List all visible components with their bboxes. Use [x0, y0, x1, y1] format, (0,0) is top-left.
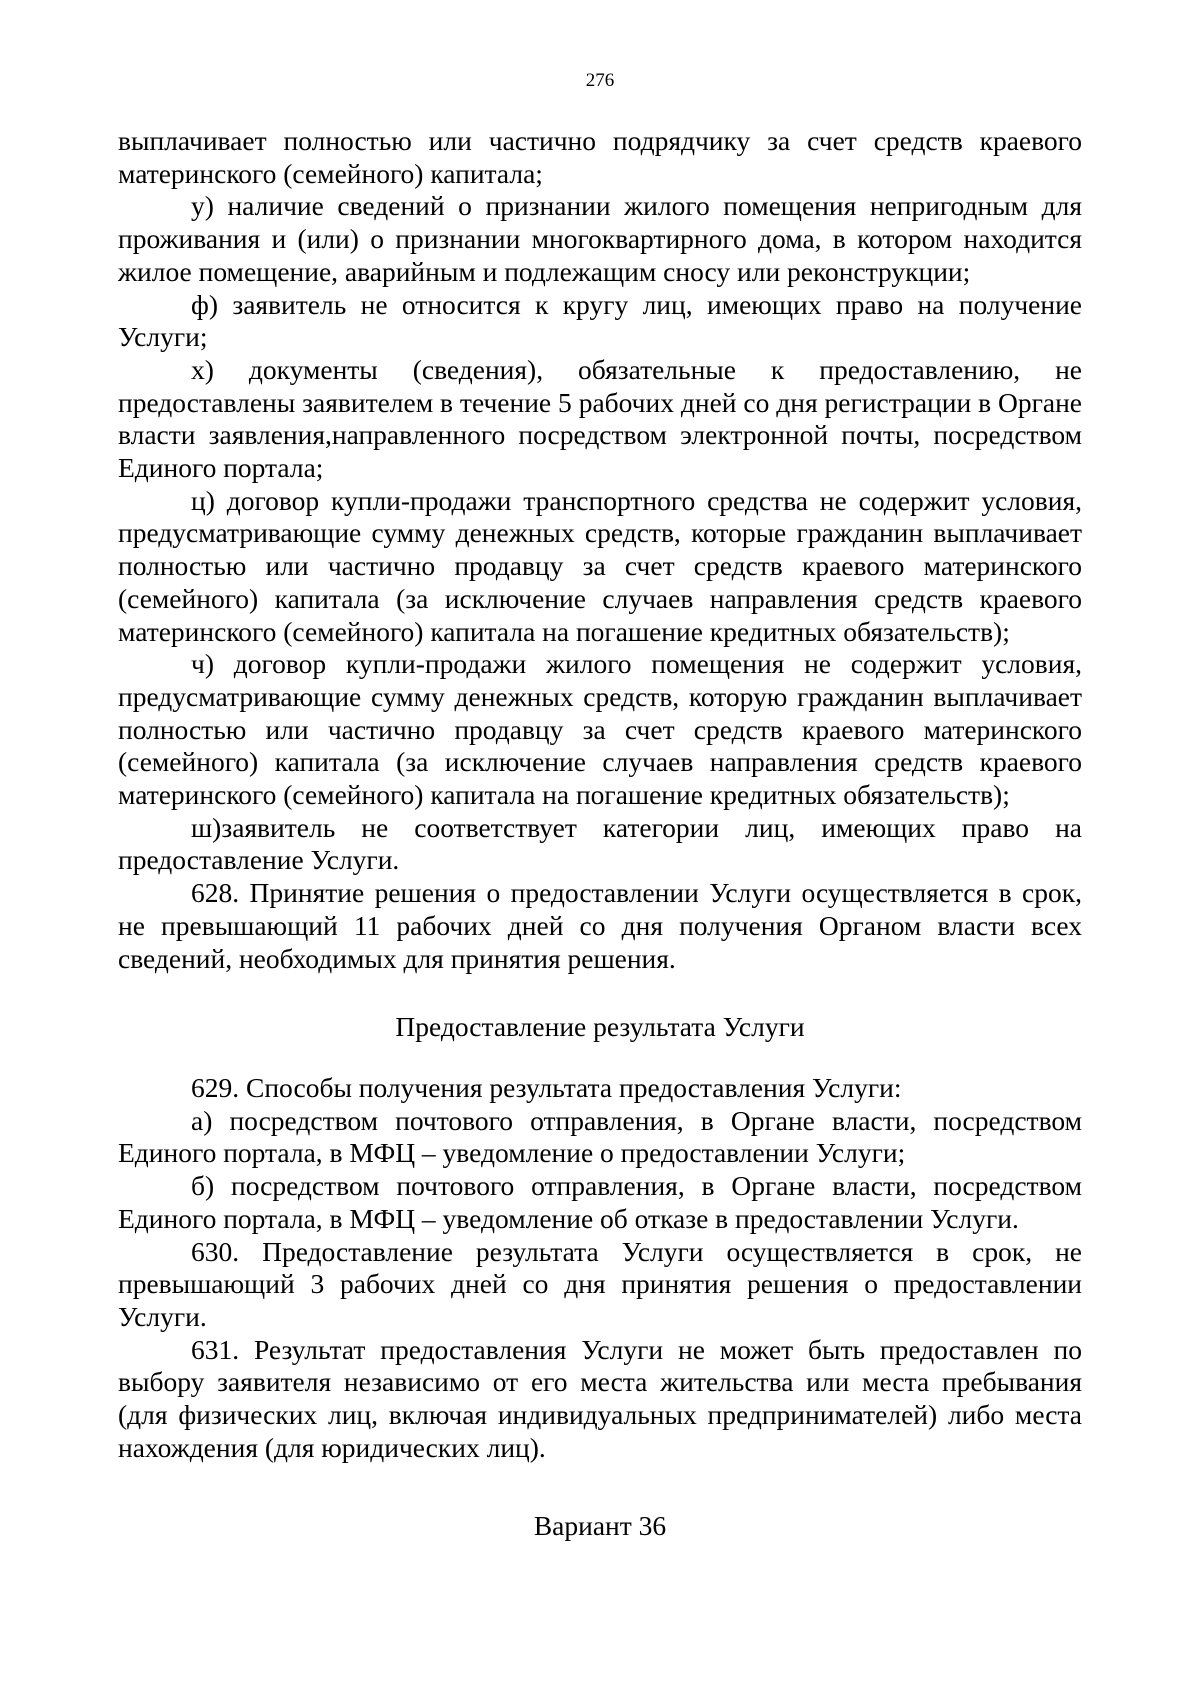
- paragraph: х) документы (сведения), обязательные к предоставлению, не предоставлены заявителем в течение 5 рабочих дней со дня регистрации в Органе власти заявления,направленного посредством электронной почты, посредством Единого портала;: [118, 353, 1082, 484]
- paragraph: ш)заявитель не соответствует категории лиц, имеющих право на предоставление Услуги.: [118, 811, 1082, 876]
- page-number: 276: [585, 70, 615, 91]
- variant-heading: Вариант 36: [533, 1510, 667, 1542]
- paragraph: 629. Способы получения результата предоставления Услуги:: [191, 1071, 902, 1103]
- section-heading: Предоставление результата Услуги: [395, 1011, 805, 1043]
- paragraph: ф) заявитель не относится к кругу лиц, имеющих право на получение Услуги;: [118, 288, 1082, 353]
- paragraph: 630. Предоставление результата Услуги осуществляется в срок, не превышающий 3 рабочих дней со дня принятия решения о предоставлении Услуги.: [118, 1235, 1082, 1332]
- paragraph: ч) договор купли-продажи жилого помещения не содержит условия, предусматривающие сумму денежных средств, которую гражданин выплачивает полностью или частично продавцу за счет средств краевого материнского (семейного) капитала (за исключение случаев направления средств краевого материнского (семейного) капитала на погашение кредитных обязательств);: [118, 648, 1082, 811]
- paragraph: 628. Принятие решения о предоставлении Услуги осуществляется в срок, не превышающий 11 рабочих дней со дня получения Органом власти всех сведений, необходимых для принятия решения.: [118, 877, 1082, 974]
- paragraph: у) наличие сведений о признании жилого помещения непригодным для проживания и (или) о признании многоквартирного дома, в котором находится жилое помещение, аварийным и подлежащим сносу или реконструкции;: [118, 190, 1082, 287]
- paragraph: выплачивает полностью или частично подрядчику за счет средств краевого материнского (семейного) капитала;: [118, 125, 1082, 189]
- document-body: [118, 125, 1082, 1543]
- paragraph: б) посредством почтового отправления, в Органе власти, посредством Единого портала, в МФЦ – уведомление об отказе в предоставлении Услуги.: [118, 1170, 1082, 1234]
- paragraph: 631. Результат предоставления Услуги не может быть предоставлен по выбору заявителя независимо от его места жительства или места пребывания (для физических лиц, включая индивидуальных предпринимателей) либо места нахождения (для юридических лиц).: [118, 1333, 1082, 1463]
- paragraph: а) посредством почтового отправления, в Органе власти, посредством Единого портала, в МФЦ – уведомление о предоставлении Услуги;: [118, 1104, 1082, 1169]
- paragraph: ц) договор купли-продажи транспортного средства не содержит условия, предусматривающие сумму денежных средств, которые гражданин выплачивает полностью или частично продавцу за счет средств краевого материнского (семейного) капитала (за исключение случаев направления средств краевого материнского (семейного) капитала на погашение кредитных обязательств);: [118, 484, 1082, 647]
